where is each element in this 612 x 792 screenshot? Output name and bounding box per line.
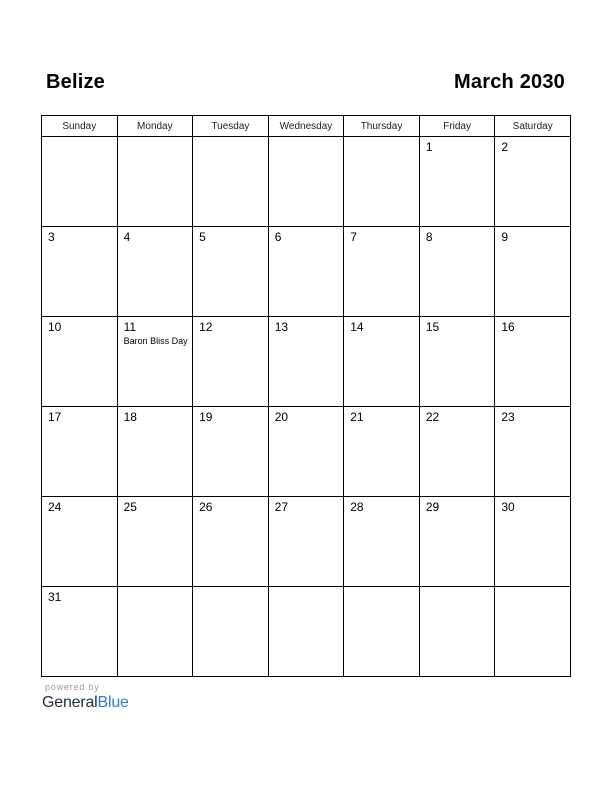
day-number bbox=[193, 587, 268, 591]
day-number bbox=[42, 137, 117, 141]
day-cell bbox=[117, 137, 193, 227]
day-number: 2 bbox=[501, 140, 509, 154]
weekday-thursday: Thursday bbox=[344, 116, 420, 137]
day-number bbox=[344, 137, 419, 141]
week-row bbox=[42, 137, 571, 227]
day-number: 27 bbox=[274, 500, 289, 514]
day-number: 15 bbox=[425, 320, 440, 334]
day-cell bbox=[495, 407, 571, 497]
powered-by-label: powered by bbox=[45, 682, 100, 692]
day-number: 3 bbox=[48, 230, 55, 244]
holiday-label: Baron Bliss Day bbox=[123, 336, 188, 346]
day-cell bbox=[419, 317, 495, 407]
day-number: 20 bbox=[274, 410, 289, 424]
day-number: 26 bbox=[199, 500, 213, 514]
day-number: 30 bbox=[501, 500, 515, 514]
day-number bbox=[269, 587, 344, 591]
month-title: March 2030 bbox=[454, 71, 565, 93]
day-number: 29 bbox=[425, 500, 440, 514]
day-number bbox=[495, 587, 570, 591]
day-number bbox=[118, 587, 193, 591]
day-cell bbox=[117, 497, 193, 587]
day-cell bbox=[419, 407, 495, 497]
week-row bbox=[42, 407, 571, 497]
country-title: Belize bbox=[46, 71, 106, 93]
day-number: 17 bbox=[48, 410, 62, 424]
day-cell bbox=[193, 587, 269, 677]
day-number: 12 bbox=[199, 320, 213, 334]
day-cell bbox=[495, 137, 571, 227]
day-cell bbox=[193, 497, 269, 587]
day-number bbox=[420, 587, 495, 591]
day-number: 9 bbox=[501, 230, 509, 244]
day-cell bbox=[268, 317, 344, 407]
day-cell bbox=[268, 407, 344, 497]
day-number: 7 bbox=[350, 230, 357, 244]
day-cell bbox=[344, 137, 420, 227]
calendar-body bbox=[42, 137, 571, 677]
weekday-wednesday: Wednesday bbox=[268, 116, 344, 137]
day-cell bbox=[495, 227, 571, 317]
day-cell bbox=[117, 587, 193, 677]
week-row bbox=[42, 587, 571, 677]
weekday-monday: Monday bbox=[117, 116, 193, 137]
day-number bbox=[269, 137, 344, 141]
day-cell bbox=[268, 137, 344, 227]
day-number: 10 bbox=[48, 320, 62, 334]
day-cell bbox=[344, 227, 420, 317]
brand-logo bbox=[42, 693, 129, 713]
day-number: 19 bbox=[199, 410, 213, 424]
day-number bbox=[344, 587, 419, 591]
brand-general-text: General bbox=[42, 694, 98, 711]
day-number: 13 bbox=[274, 320, 289, 334]
weekday-friday: Friday bbox=[419, 116, 495, 137]
day-number bbox=[118, 137, 193, 141]
day-cell bbox=[344, 497, 420, 587]
day-cell bbox=[419, 137, 495, 227]
day-cell bbox=[193, 317, 269, 407]
day-cell bbox=[344, 587, 420, 677]
day-number bbox=[193, 137, 268, 141]
day-cell bbox=[193, 227, 269, 317]
day-number: 31 bbox=[48, 590, 62, 604]
day-cell bbox=[42, 227, 118, 317]
day-number: 28 bbox=[350, 500, 364, 514]
week-row bbox=[42, 317, 571, 407]
weekday-saturday: Saturday bbox=[495, 116, 571, 137]
day-number: 16 bbox=[501, 320, 515, 334]
calendar-grid bbox=[41, 115, 571, 677]
day-cell bbox=[419, 497, 495, 587]
day-cell bbox=[268, 227, 344, 317]
day-cell bbox=[42, 317, 118, 407]
day-cell bbox=[268, 497, 344, 587]
brand-blue-text: Blue bbox=[97, 694, 129, 711]
day-cell bbox=[495, 497, 571, 587]
week-row bbox=[42, 497, 571, 587]
day-cell bbox=[495, 317, 571, 407]
weekday-tuesday: Tuesday bbox=[193, 116, 269, 137]
weekday-header-row bbox=[42, 116, 571, 137]
day-number: 4 bbox=[123, 230, 131, 244]
day-number: 24 bbox=[48, 500, 62, 514]
day-cell bbox=[344, 317, 420, 407]
day-cell bbox=[42, 407, 118, 497]
day-cell bbox=[193, 137, 269, 227]
day-number: 18 bbox=[123, 410, 137, 424]
day-number: 8 bbox=[425, 230, 433, 244]
day-number: 21 bbox=[350, 410, 364, 424]
day-cell bbox=[42, 497, 118, 587]
day-number: 1 bbox=[425, 140, 433, 154]
day-cell bbox=[117, 407, 193, 497]
day-number: 11 bbox=[123, 320, 137, 334]
day-number: 22 bbox=[425, 410, 440, 424]
day-number: 5 bbox=[199, 230, 206, 244]
day-cell bbox=[419, 587, 495, 677]
day-cell bbox=[495, 587, 571, 677]
day-number: 23 bbox=[501, 410, 515, 424]
day-cell bbox=[268, 587, 344, 677]
day-cell bbox=[42, 587, 118, 677]
day-number: 25 bbox=[123, 500, 137, 514]
day-number: 6 bbox=[274, 230, 282, 244]
generalblue-brand bbox=[42, 682, 129, 713]
day-cell bbox=[344, 407, 420, 497]
day-cell bbox=[419, 227, 495, 317]
week-row bbox=[42, 227, 571, 317]
weekday-sunday: Sunday bbox=[42, 116, 118, 137]
day-cell bbox=[117, 227, 193, 317]
day-cell bbox=[42, 137, 118, 227]
day-number: 14 bbox=[350, 320, 364, 334]
day-cell bbox=[117, 317, 193, 407]
day-cell bbox=[193, 407, 269, 497]
